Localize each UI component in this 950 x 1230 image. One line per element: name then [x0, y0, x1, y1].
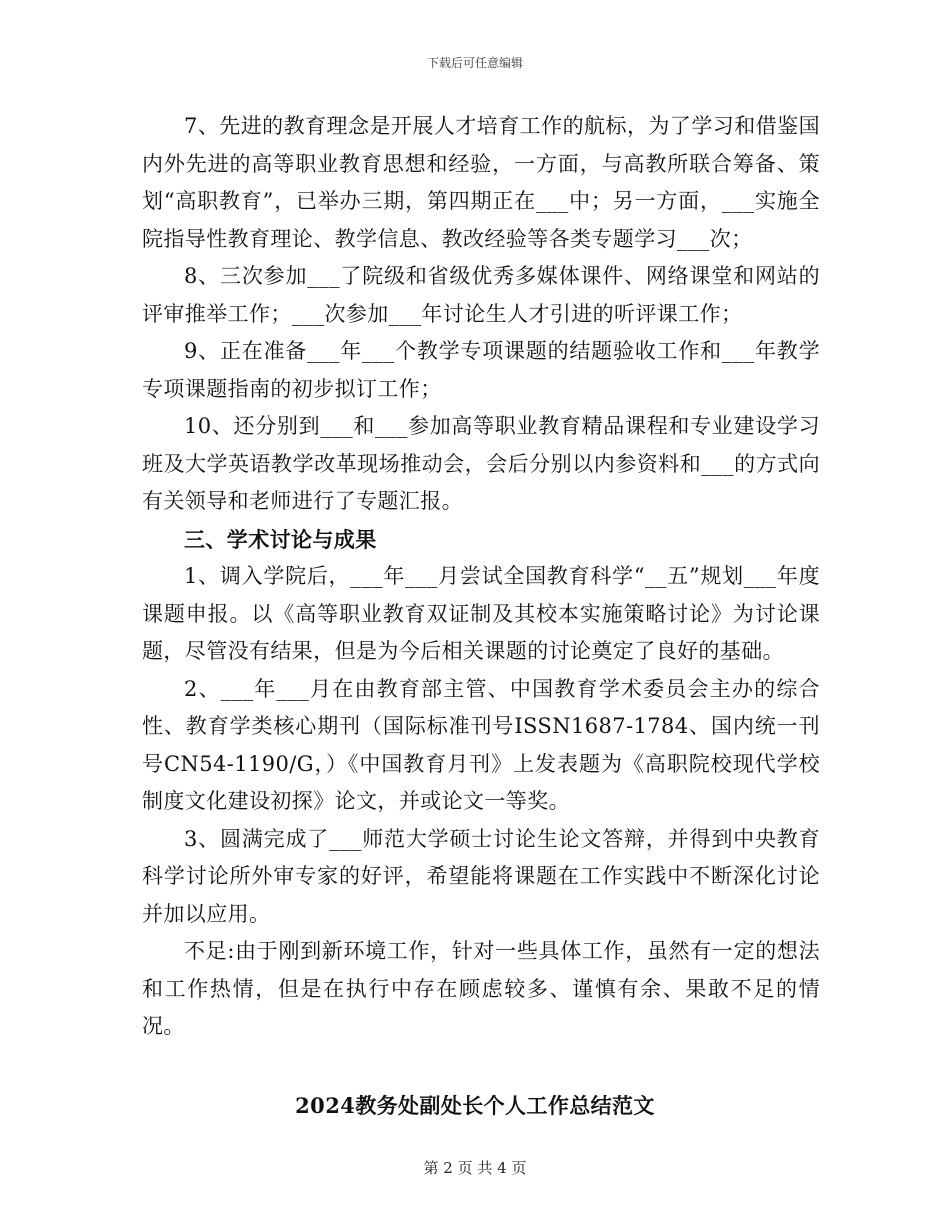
- paragraph-research-2: 2、___年___月在由教育部主管、中国教育学术委员会主办的综合性、教育学类核心期刊（国际标准刊号ISSN1687-1784、国内统一刊号CN54-1190/G，）《中国教育月刊》上发表题为《高职院校现代学校制度文化建设初探》论文，并或论文一等奖。: [142, 676, 820, 813]
- paragraph-research-1: 1、调入学院后，___年___月尝试全国教育科学“__五”规划___年度课题申报。以《高等职业教育双证制及其校本实施策略讨论》为讨论课题，尽管没有结果，但是为今后相关课题的讨论奠定了良好的基础。: [142, 564, 820, 663]
- page-header-note: 下载后可任意编辑: [426, 56, 523, 70]
- paragraph-research-3: 3、圆满完成了___师范大学硕士讨论生论文答辩，并得到中央教育科学讨论所外审专家的好评，希望能将课题在工作实践中不断深化讨论并加以应用。: [142, 826, 820, 926]
- page-number-footer: 第 2 页 共 4 页: [423, 1159, 527, 1177]
- paragraph-shortcomings: 不足:由于刚到新环境工作，针对一些具体工作，虽然有一定的想法和工作热情，但是在执行中存在顾虑较多、谨慎有余、果敢不足的情况。: [142, 939, 820, 1038]
- paragraph-item-9: 9、正在准备___年___个教学专项课题的结题验收工作和___年教学专项课题指南的初步拟订工作；: [142, 339, 820, 401]
- paragraph-item-10: 10、还分别到___和___参加高等职业教育精品课程和专业建设学习班及大学英语教学改革现场推动会，会后分别以内参资料和___的方式向有关领导和老师进行了专题汇报。: [142, 414, 820, 513]
- section-heading-academic: 三、学术讨论与成果: [184, 526, 377, 552]
- document-body: [142, 108, 820, 1046]
- paragraph-item-7: 7、先进的教育理念是开展人才培育工作的航标，为了学习和借鉴国内外先进的高等职业教育思想和经验，一方面，与高教所联合筹备、策划“高职教育”，已举办三期，第四期正在___中；另一方面，___实施全院指导性教育理论、教学信息、教改经验等各类专题学习___次；: [142, 114, 820, 251]
- paragraph-item-8: 8、三次参加___了院级和省级优秀多媒体课件、网络课堂和网站的评审推举工作；___次参加___年讨论生人才引进的听评课工作；: [142, 264, 820, 326]
- next-document-title: 2024教务处副处长个人工作总结范文: [295, 1093, 655, 1118]
